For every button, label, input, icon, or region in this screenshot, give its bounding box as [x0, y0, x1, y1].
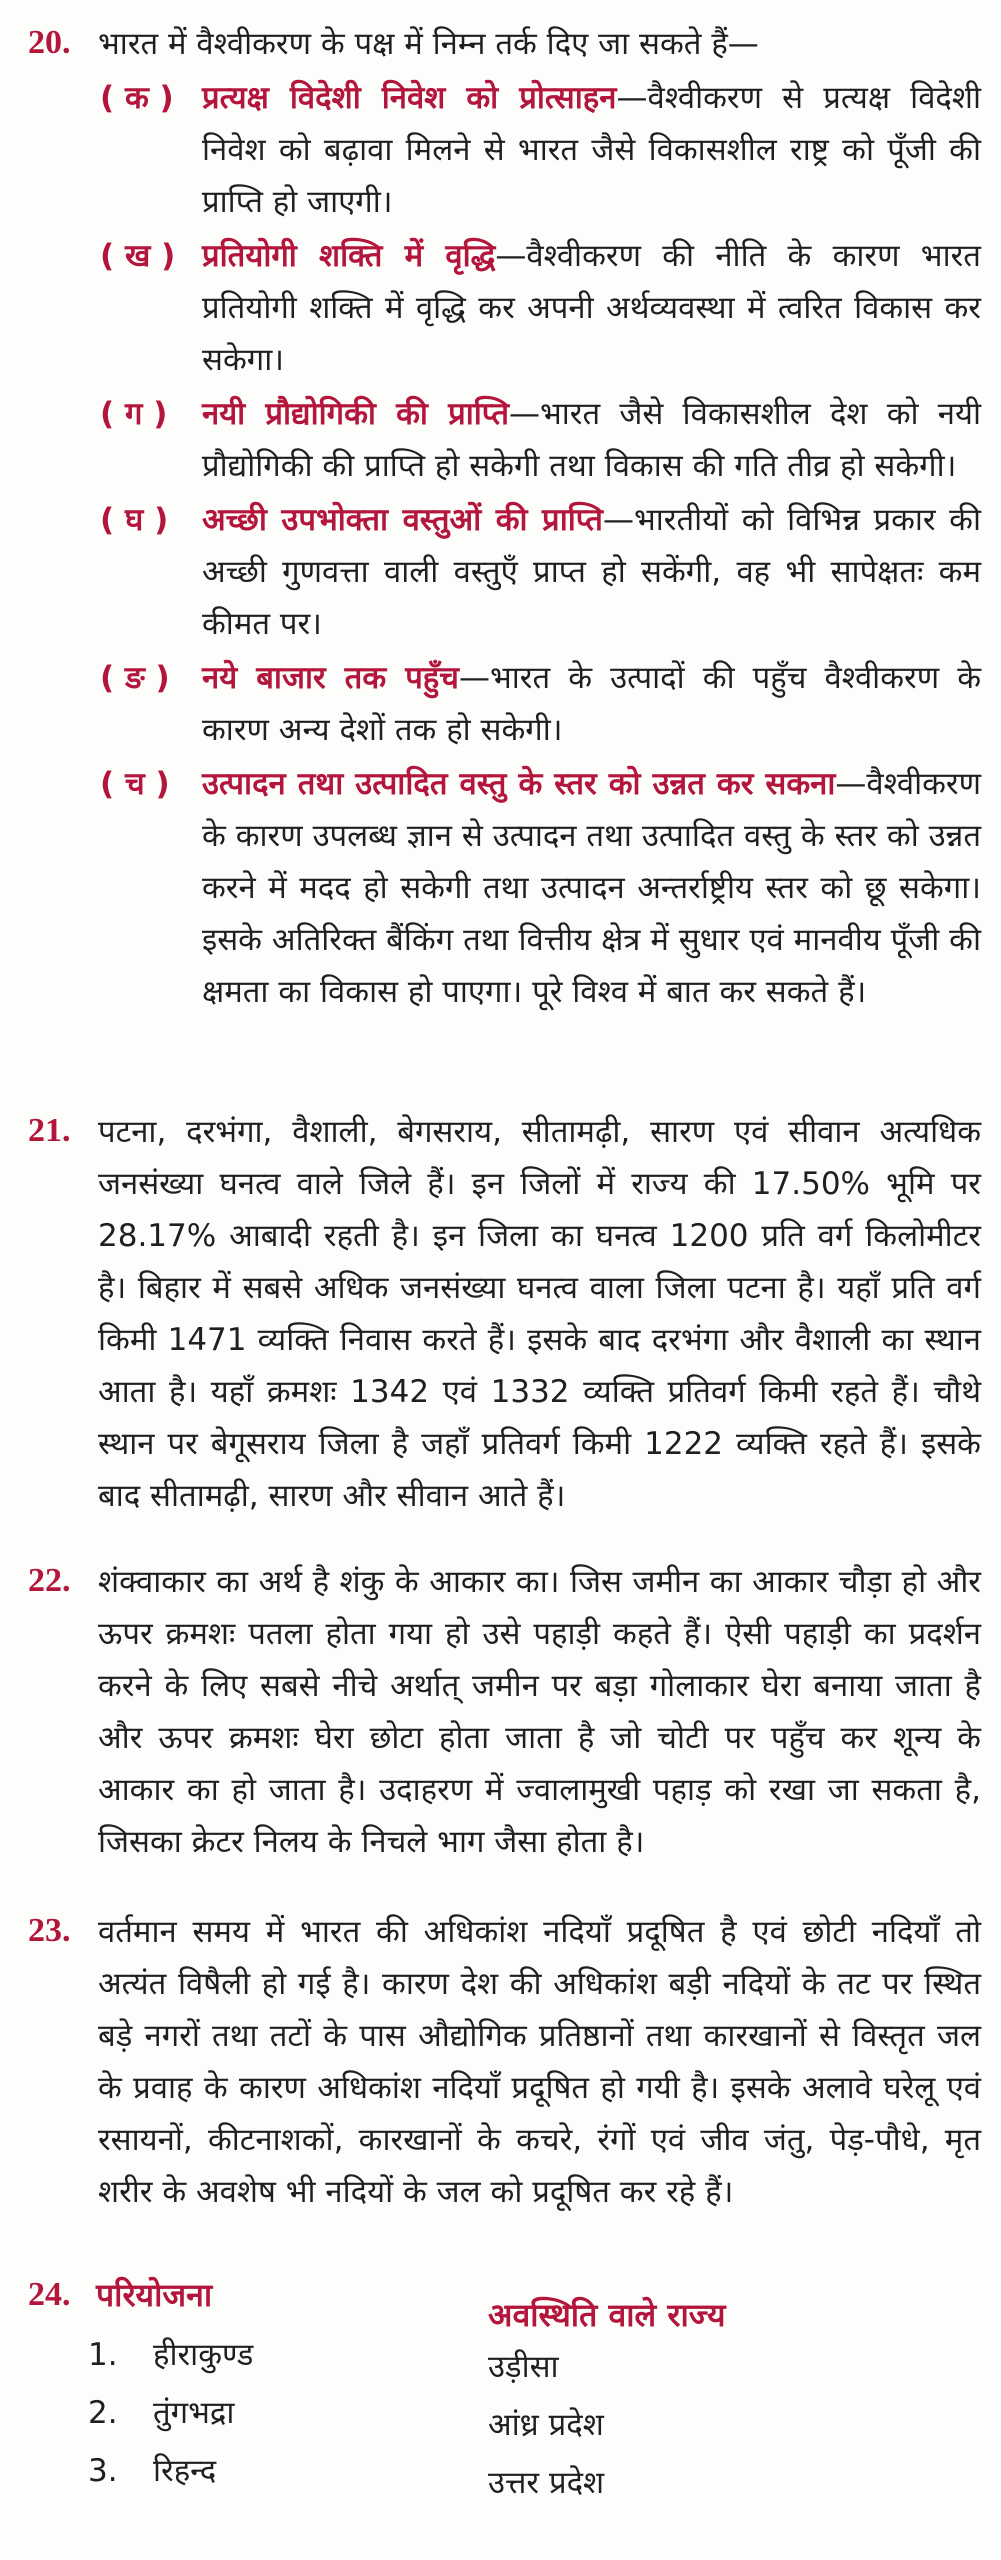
- point-nga: [100, 652, 981, 756]
- project-name: हीराकुण्ड: [153, 2337, 254, 2373]
- question-22: [28, 1556, 981, 1868]
- point-cha: [100, 758, 981, 1018]
- point-marker: ( ग ): [100, 396, 168, 432]
- point-marker: ( ङ ): [100, 660, 170, 696]
- question-intro: भारत में वैश्वीकरण के पक्ष में निम्न तर्क दिए जा सकते हैं—: [98, 26, 759, 62]
- answer-text: पटना, दरभंगा, वैशाली, बेगसराय, सीतामढ़ी, सारण एवं सीवान अत्यधिक जनसंख्या घनत्व वाले जिले हैं। इन जिलों में राज्य की 17.50% भूमि पर 28.17% आबादी रहती है। इन जिला का घनत्व 1200 प्रति वर्ग किलोमीटर है। बिहार में सबसे अधिक जनसंख्या घनत्व वाला जिला पटना है। यहाँ प्रति वर्ग किमी 1471 व्यक्ति निवास करते हैं। इसके बाद दरभंगा और वैशाली का स्थान आता है। यहाँ क्रमशः 1342 एवं 1332 व्यक्ति प्रतिवर्ग किमी रहते हैं। चौथे स्थान पर बेगूसराय जिला है जहाँ प्रतिवर्ग किमी 1222 व्यक्ति रहते हैं। इसके बाद सीतामढ़ी, सारण और सीवान आते हैं।: [98, 1114, 981, 1514]
- point-heading: प्रतियोगी शक्ति में वृद्धि: [202, 238, 496, 274]
- state-name: उड़ीसा: [488, 2349, 559, 2385]
- point-heading: उत्पादन तथा उत्पादित वस्तु के स्तर को उन्नत कर सकना: [202, 766, 836, 802]
- row-number: 1.: [88, 2337, 118, 2373]
- question-number: 22.: [28, 1562, 71, 1599]
- point-heading: अच्छी उपभोक्ता वस्तुओं की प्राप्ति: [202, 502, 603, 538]
- point-marker: ( ख ): [100, 238, 176, 274]
- question-number: 21.: [28, 1112, 71, 1149]
- point-text: —वैश्वीकरण के कारण उपलब्ध ज्ञान से उत्पादन तथा उत्पादित वस्तु के स्तर को उन्नत करने में मदद हो सकेगी तथा उत्पादन अन्तर्राष्ट्रीय स्तर को छू सकेगा। इसके अतिरिक्त बैंकिंग तथा वित्तीय क्षेत्र में सुधार एवं मानवीय पूँजी की क्षमता का विकास हो पाएगा। पूरे विश्व में बात कर सकते हैं।: [202, 766, 981, 1010]
- point-body: [202, 230, 981, 386]
- point-ga: [100, 388, 981, 492]
- point-text: —वैश्वीकरण से प्रत्यक्ष विदेशी निवेश को बढ़ावा मिलने से भारत जैसे विकासशील राष्ट्र को पूँजी की प्राप्ति हो जाएगी।: [202, 80, 981, 220]
- state-name: उत्तर प्रदेश: [488, 2465, 605, 2501]
- point-gha: [100, 494, 981, 650]
- point-marker: ( घ ): [100, 502, 169, 538]
- state-column-heading: अवस्थिति वाले राज्य: [488, 2296, 726, 2334]
- point-text: —भारतीयों को विभिन्न प्रकार की अच्छी गुणवत्ता वाली वस्तुएँ प्राप्त हो सकेंगी, वह भी सापेक्षतः कम कीमत पर।: [202, 502, 981, 642]
- state-name: आंध्र प्रदेश: [488, 2407, 604, 2443]
- point-body: [202, 388, 981, 492]
- point-ka: [100, 72, 981, 228]
- answer-text: शंक्वाकार का अर्थ है शंकु के आकार का। जिस जमीन का आकार चौड़ा हो और ऊपर क्रमशः पतला होता गया हो उसे पहाड़ी कहते हैं। ऐसी पहाड़ी का प्रदर्शन करने के लिए सबसे नीचे अर्थात् जमीन पर बड़ा गोलाकार घेरा बनाया जाता है और ऊपर क्रमशः घेरा छोटा होता जाता है जो चोटी पर पहुँच कर शून्य के आकार का हो जाता है। उदाहरण में ज्वालामुखी पहाड़ को रखा जा सकता है, जिसका क्रेटर निलय के निचले भाग जैसा होता है।: [98, 1564, 981, 1860]
- project-name: रिहन्द: [153, 2453, 217, 2489]
- point-heading: नयी प्रौद्योगिकी की प्राप्ति: [202, 396, 509, 432]
- point-body: [202, 72, 981, 228]
- answer-text: वर्तमान समय में भारत की अधिकांश नदियाँ प्रदूषित है एवं छोटी नदियाँ तो अत्यंत विषैली हो गई है। कारण देश की अधिकांश बड़ी नदियों के तट पर स्थित बड़े नगरों तथा तटों के पास औद्योगिक प्रतिष्ठानों तथा कारखानों से विस्तृत जल के प्रवाह के कारण अधिकांश नदियाँ प्रदूषित हो गयी है। इसके अलावे घरेलू एवं रसायनों, कीटनाशकों, कारखानों के कचरे, रंगों एवं जीव जंतु, पेड़-पौधे, मृत शरीर के अवशेष भी नदियों के जल को प्रदूषित कर रहे हैं।: [98, 1914, 981, 2210]
- question-21: [28, 1106, 981, 1522]
- point-heading: प्रत्यक्ष विदेशी निवेश को प्रोत्साहन: [202, 80, 617, 116]
- point-text: —भारत के उत्पादों की पहुँच वैश्वीकरण के कारण अन्य देशों तक हो सकेगी।: [202, 660, 982, 748]
- project-column-heading: परियोजना: [96, 2276, 213, 2314]
- point-body: [202, 758, 981, 1018]
- row-number: 3.: [88, 2453, 118, 2489]
- question-20: [28, 18, 981, 1018]
- point-body: [202, 652, 981, 756]
- point-kha: [100, 230, 981, 386]
- row-number: 2.: [88, 2395, 118, 2431]
- point-body: [202, 494, 981, 650]
- point-text: —वैश्वीकरण की नीति के कारण भारत प्रतियोगी शक्ति में वृद्धि कर अपनी अर्थव्यवस्था में त्वरित विकास कर सकेगा।: [202, 238, 981, 378]
- point-marker: ( क ): [100, 80, 174, 116]
- question-23: [28, 1906, 981, 2218]
- question-24: [28, 2270, 981, 2540]
- project-name: तुंगभद्रा: [153, 2395, 235, 2431]
- question-number: 24.: [28, 2276, 71, 2313]
- point-marker: ( च ): [100, 766, 170, 802]
- question-number: 23.: [28, 1912, 71, 1949]
- point-text: —भारत जैसे विकासशील देश को नयी प्रौद्योगिकी की प्राप्ति हो सकेगी तथा विकास की गति तीव्र हो सकेगी।: [202, 396, 981, 484]
- question-number: 20.: [28, 24, 71, 61]
- point-heading: नये बाजार तक पहुँच: [202, 660, 459, 696]
